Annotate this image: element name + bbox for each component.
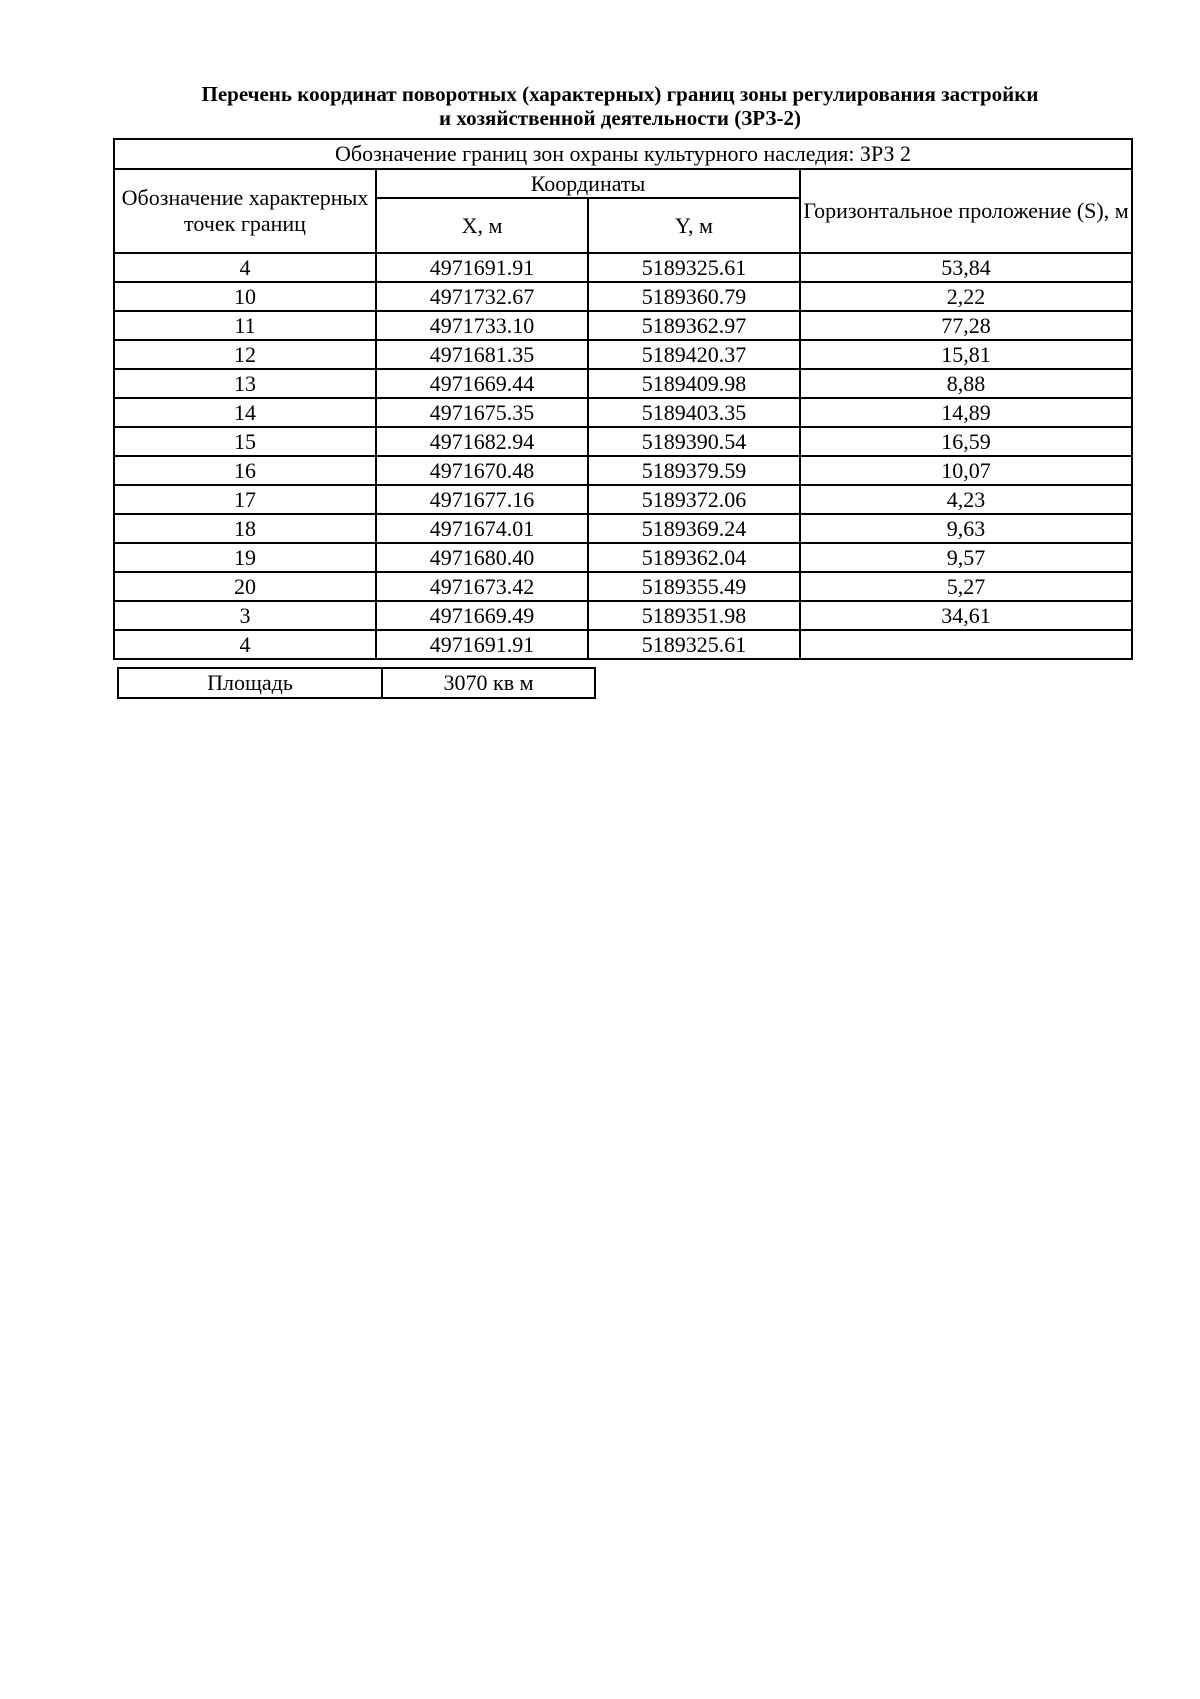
point-cell: 11: [114, 311, 376, 340]
area-label: Площадь: [118, 668, 382, 698]
title-line-1: Перечень координат поворотных (характерных) границ зоны регулирования застройки: [201, 82, 1039, 106]
point-cell: 16: [114, 456, 376, 485]
point-cell: 12: [114, 340, 376, 369]
x-cell: 4971677.16: [376, 485, 588, 514]
x-cell: 4971675.35: [376, 398, 588, 427]
y-cell: 5189379.59: [588, 456, 800, 485]
table-row: [114, 369, 1132, 398]
y-cell: 5189403.35: [588, 398, 800, 427]
distance-cell: 53,84: [800, 253, 1132, 282]
table-row: [114, 572, 1132, 601]
y-cell: 5189362.04: [588, 543, 800, 572]
x-cell: 4971670.48: [376, 456, 588, 485]
area-table: [117, 667, 596, 699]
table-row: [114, 543, 1132, 572]
distance-cell: 4,23: [800, 485, 1132, 514]
point-cell: 13: [114, 369, 376, 398]
table-row: [114, 282, 1132, 311]
point-cell: 14: [114, 398, 376, 427]
x-cell: 4971732.67: [376, 282, 588, 311]
header-point: Обозначение характерных точек границ: [114, 169, 376, 253]
distance-cell: 34,61: [800, 601, 1132, 630]
distance-cell: 14,89: [800, 398, 1132, 427]
table-row: [114, 398, 1132, 427]
y-cell: 5189372.06: [588, 485, 800, 514]
point-cell: 10: [114, 282, 376, 311]
point-cell: 3: [114, 601, 376, 630]
area-value: 3070 кв м: [382, 668, 595, 698]
table-row: [114, 311, 1132, 340]
point-cell: 15: [114, 427, 376, 456]
x-cell: 4971681.35: [376, 340, 588, 369]
point-cell: 19: [114, 543, 376, 572]
table-row: [114, 456, 1132, 485]
table-row: [114, 514, 1132, 543]
distance-cell: 10,07: [800, 456, 1132, 485]
x-cell: 4971673.42: [376, 572, 588, 601]
distance-cell: 9,57: [800, 543, 1132, 572]
header-horizontal-distance: Горизонтальное проложение (S), м: [800, 169, 1132, 253]
y-cell: 5189325.61: [588, 630, 800, 659]
y-cell: 5189325.61: [588, 253, 800, 282]
y-cell: 5189369.24: [588, 514, 800, 543]
x-cell: 4971680.40: [376, 543, 588, 572]
table-row: [114, 630, 1132, 659]
point-cell: 17: [114, 485, 376, 514]
point-cell: 4: [114, 630, 376, 659]
zone-label: Обозначение границ зон охраны культурного наследия: ЗРЗ 2: [114, 139, 1132, 169]
y-cell: 5189409.98: [588, 369, 800, 398]
document-title: [100, 82, 1140, 130]
coordinates-table: [113, 138, 1133, 660]
header-y: Y, м: [588, 198, 800, 253]
distance-cell: 8,88: [800, 369, 1132, 398]
y-cell: 5189420.37: [588, 340, 800, 369]
y-cell: 5189390.54: [588, 427, 800, 456]
point-cell: 4: [114, 253, 376, 282]
y-cell: 5189362.97: [588, 311, 800, 340]
x-cell: 4971691.91: [376, 253, 588, 282]
table-row: [114, 485, 1132, 514]
x-cell: 4971682.94: [376, 427, 588, 456]
distance-cell: 9,63: [800, 514, 1132, 543]
y-cell: 5189360.79: [588, 282, 800, 311]
table-row: [114, 601, 1132, 630]
y-cell: 5189355.49: [588, 572, 800, 601]
y-cell: 5189351.98: [588, 601, 800, 630]
x-cell: 4971733.10: [376, 311, 588, 340]
table-row: [114, 340, 1132, 369]
distance-cell: 77,28: [800, 311, 1132, 340]
x-cell: 4971669.44: [376, 369, 588, 398]
distance-cell: [800, 630, 1132, 659]
table-row: [114, 253, 1132, 282]
header-coordinates: Координаты: [376, 169, 800, 198]
distance-cell: 5,27: [800, 572, 1132, 601]
x-cell: 4971691.91: [376, 630, 588, 659]
x-cell: 4971674.01: [376, 514, 588, 543]
point-cell: 18: [114, 514, 376, 543]
point-cell: 20: [114, 572, 376, 601]
title-line-2: и хозяйственной деятельности (ЗРЗ-2): [439, 106, 801, 130]
header-x: X, м: [376, 198, 588, 253]
x-cell: 4971669.49: [376, 601, 588, 630]
distance-cell: 15,81: [800, 340, 1132, 369]
distance-cell: 2,22: [800, 282, 1132, 311]
table-row: [114, 427, 1132, 456]
distance-cell: 16,59: [800, 427, 1132, 456]
